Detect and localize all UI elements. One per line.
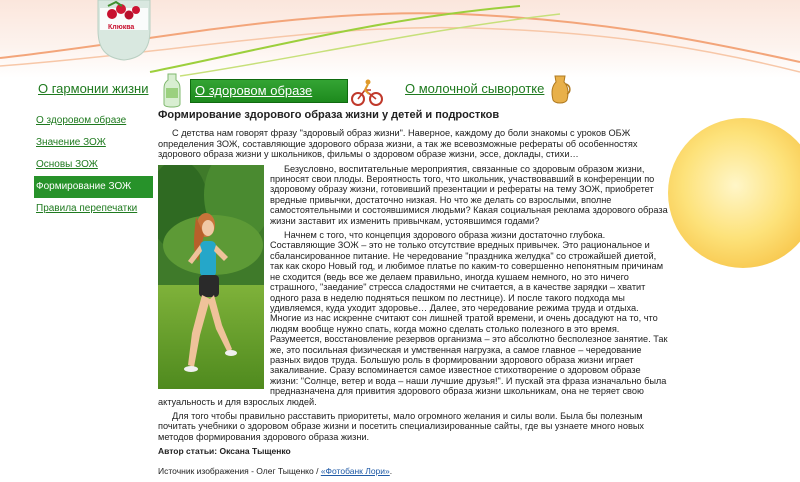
photobank-link[interactable]: «Фотобанк Лори»	[320, 465, 390, 476]
sidebar	[35, 110, 153, 220]
nav-link-harmony[interactable]: О гармонии жизни	[38, 81, 149, 96]
nav-item-healthy-lifestyle[interactable]	[190, 79, 348, 113]
sidebar-item-meaning[interactable]: Значение ЗОЖ	[36, 137, 106, 148]
credit-prefix: Источник изображения - Олег Тыщенко /	[158, 465, 321, 476]
article-paragraph: С детства нам говорят фразу "здоровый образ жизни". Наверное, каждому до боли знакомы с уроков ОБЖ определения ЗОЖ, составляющие здорового образа жизни, а так же всевозможные рефераты об особенностях здорового образа жизни у школьников, фильмы о здоровом образе жизни, эссе, доклады, стихи…	[158, 128, 638, 160]
sidebar-item-about[interactable]: О здоровом образе	[36, 115, 127, 126]
sun-decoration	[668, 118, 800, 268]
milk-jug-icon	[549, 72, 571, 106]
sidebar-item-formation[interactable]: Формирование ЗОЖ	[34, 176, 153, 198]
image-credit	[158, 466, 668, 476]
milk-bottle-icon	[162, 72, 182, 108]
running-woman-photo	[158, 165, 264, 389]
nav-item-harmony[interactable]	[38, 81, 148, 105]
nav-link-healthy-lifestyle[interactable]: О здоровом образе жизни	[195, 83, 313, 113]
page-title: Формирование здорового образа жизни у детей и подростков	[158, 109, 500, 121]
bottle-label: Клюква	[108, 24, 135, 31]
credit-suffix: .	[389, 465, 393, 476]
article	[158, 110, 668, 476]
article-author: Автор статьи: Оксана Тыщенко	[158, 446, 291, 457]
sidebar-item-reprint-rules[interactable]: Правила перепечатки	[36, 203, 138, 214]
header-decoration	[0, 0, 800, 80]
sidebar-item-basics[interactable]: Основы ЗОЖ	[36, 159, 98, 170]
article-paragraph: Для того чтобы правильно расставить приоритеты, мало огромного желания и силы воли. Была бы полезным почитать учебники о здоровом образе жизни и посетить специализированные сайты, где вы узнаете много новых методов формирования здорового образа жизни.	[158, 410, 645, 442]
article-paragraph: Начнем с того, что концепция здорового образа жизни достаточно глубока. Составляющие ЗОЖ – это не только отсутствие вредных привычек. Это рациональное и сбалансированное питание. Не чередование "праздника желудка" со строжайшей диетой, так как скоро Новый год, и любимое платье по каким-то совершенно непонятным причинам не сходится (ведь все же делаем правильно, иногда кушаем немного, но это ничего страшного, "заедание" стресса сладостями не считается, а в качестве зарядки – хватит одного раза в неделю подняться пешком по лестнице). И после такого подхода мы удивляемся, куда уходит здоровье… Далее, это чередование режима труда и отдыха. Многие из нас искренне считают сон лишней тратой времени, и очень досадуют на то, что людям вообще нужно спать, когда можно сделать столько полезного в это время. Разумеется, восстановление резервов организма – это абсолютно бесполезное занятие. Так же, это посильная физическая и умственная нагрузка, а самое главное – чередование разных видов труда. Большую роль в формировании здорового образа жизни играет закаливание. Сразу вспоминается самое известное стихотворение о здоровом образе жизни: "Солнце, ветер и вода – наши лучшие друзья!". И пускай эта фраза изначально была предназначена для привития здорового образа жизни школьникам, она не теряет свою актуальность и для взрослых людей.	[158, 230, 668, 407]
nav-item-whey[interactable]	[405, 81, 544, 105]
nav-link-whey[interactable]: О молочной сыворотке	[405, 81, 545, 96]
article-paragraph: Безусловно, воспитательные мероприятия, связанные со здоровым образом жизни, приносят свои плоды. Вероятность того, что школьник, участвовавший в конференции по здоровому образу жизни, готовивший презентации и рефераты на тему ЗОЖ, приобретет вредные привычки, достаточно низкая. Но что же делать со взрослыми, вполне самостоятельными и состоявшимися людьми? Какая социальная реклама здорового образа жизни заставит их изменить привычкам, устоявшимся годами?	[270, 163, 668, 226]
cyclist-icon	[350, 78, 384, 106]
